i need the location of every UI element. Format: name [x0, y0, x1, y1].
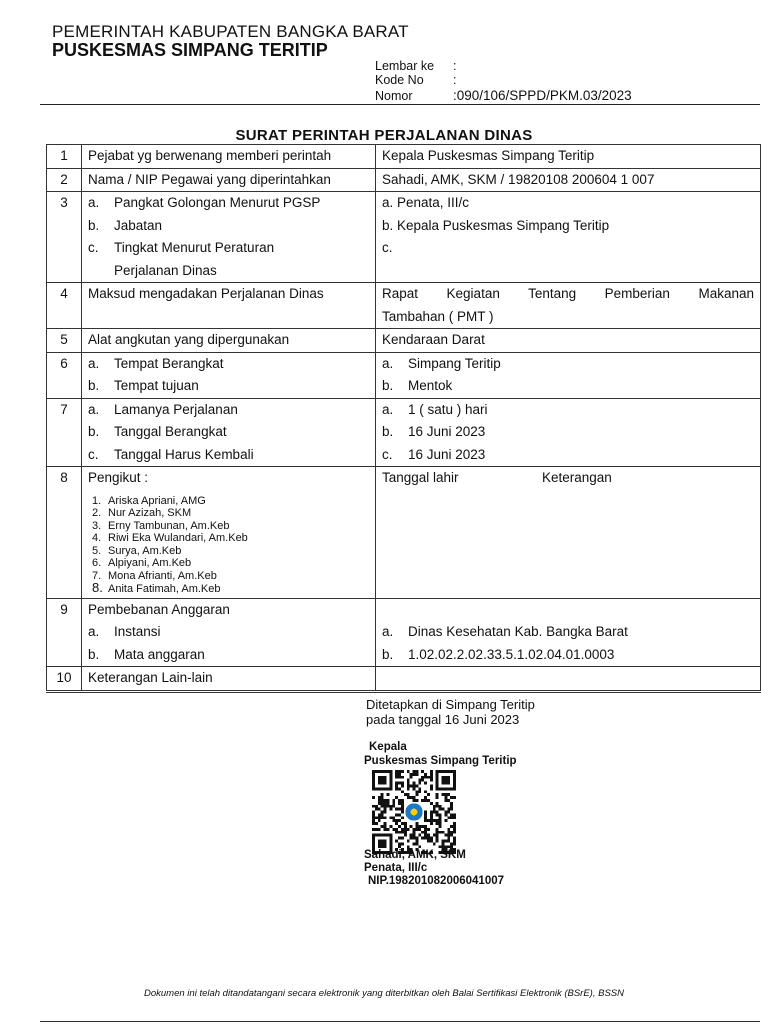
- list-item: 8. Anita Fatimah, Am.Keb: [92, 580, 221, 595]
- table-row: 3 a. Pangkat Golongan Menurut PGSP b. Jabatan c. Tingkat Menurut Peraturan Perjalanan Dinas a. Penata, III/c b. Kepala Puskesmas Simpang Teritip c.: [47, 192, 761, 283]
- table-row: 4 Maksud mengadakan Perjalanan Dinas Rapat Kegiatan Tentang Pemberian Makanan Tambahan ( PMT ): [47, 283, 761, 329]
- list-item: 1. Ariska Apriani, AMG: [92, 494, 206, 507]
- signer-rank: Penata, III/c: [364, 862, 428, 874]
- header-government: PEMERINTAH KABUPATEN BANGKA BARAT: [52, 22, 409, 41]
- sign-place: Ditetapkan di Simpang Teritip: [366, 697, 535, 712]
- table-row: 9 Pembebanan Anggaran a. Instansi b. Mata anggaran a. Dinas Kesehatan Kab. Bangka Barat b. 1.02.02.2.02.33.5.1.02.04.01.0003: [47, 598, 761, 667]
- table-row: 8 Pengikut : 1. Ariska Apriani, AMG 2. Nur Azizah, SKM 3. Erny Tambunan, Am.Keb 4. Riwi Eka Wulandari, Am.Keb 5. Surya, Am.Keb 6. Alpiyani, Am.Keb 7. Mona Afrianti, Am.Keb 8. Anita Fatimah, Am.Keb Tanggal lahir Keterangan: [47, 467, 761, 599]
- header-organization: PUSKESMAS SIMPANG TERITIP: [52, 40, 328, 60]
- table-row: 7 a. Lamanya Perjalanan b. Tanggal Berangkat c. Tanggal Harus Kembali a. 1 ( satu ) hari b. 16 Juni 2023 c. 16 Juni 2023: [47, 398, 761, 467]
- pengikut-list: [92, 495, 369, 596]
- document-title: SURAT PERINTAH PERJALANAN DINAS: [235, 127, 533, 144]
- meta-kode: Kode No :: [375, 73, 457, 87]
- table-row: 1 Pejabat yg berwenang memberi perintah Kepala Puskesmas Simpang Teritip: [47, 145, 761, 169]
- list-item: 4. Riwi Eka Wulandari, Am.Keb: [92, 532, 248, 544]
- signer-nip: NIP.198201082006041007: [368, 875, 505, 887]
- meta-nomor: Nomor :090/106/SPPD/PKM.03/2023: [375, 88, 632, 103]
- footer-note: Dokumen ini telah ditandatangani secara elektronik yang diterbitkan oleh Balai Sertifikasi Elektronik (BSrE), BSSN: [144, 988, 624, 999]
- signer-name: Sahadi, AMK, SKM: [364, 849, 466, 861]
- list-item: 6. Alpiyani, Am.Keb: [92, 557, 192, 569]
- list-item: 3. Erny Tambunan, Am.Keb: [92, 519, 230, 532]
- tanggal-lahir-header: Tanggal lahir: [382, 470, 459, 485]
- keterangan-header: Keterangan: [542, 470, 612, 485]
- sign-role: Kepala: [369, 741, 407, 753]
- table-row: 5 Alat angkutan yang dipergunakan Kendaraan Darat: [47, 329, 761, 353]
- table-row: 10 Keterangan Lain-lain: [47, 667, 761, 692]
- meta-lembar: Lembar ke :: [375, 59, 457, 73]
- sppd-table: [46, 144, 761, 693]
- pengikut-label: Pengikut :: [88, 470, 149, 485]
- header-divider: [40, 104, 760, 105]
- list-item: 7. Mona Afrianti, Am.Keb: [92, 569, 217, 582]
- list-item: 5. Surya, Am.Keb: [92, 544, 182, 557]
- sign-date: pada tanggal 16 Juni 2023: [366, 712, 520, 727]
- qr-code-icon: [372, 770, 456, 854]
- table-row: 6 a. Tempat Berangkat b. Tempat tujuan a. Simpang Teritip b. Mentok: [47, 352, 761, 398]
- list-item: 2. Nur Azizah, SKM: [92, 507, 192, 519]
- table-row: 2 Nama / NIP Pegawai yang diperintahkan Sahadi, AMK, SKM / 19820108 200604 1 007: [47, 168, 761, 192]
- sign-institution: Puskesmas Simpang Teritip: [364, 755, 517, 767]
- footer-divider: [40, 1021, 760, 1022]
